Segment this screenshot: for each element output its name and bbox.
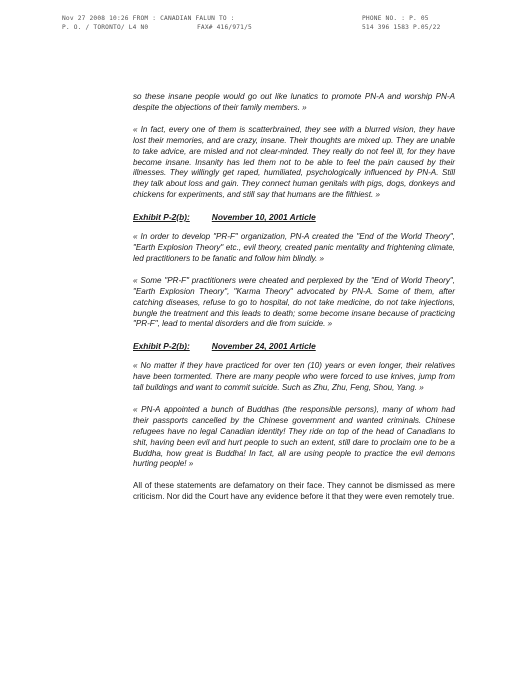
fax-header <box>62 15 482 39</box>
fax-header-line-2-left: P. O. / TORONTO/ L4 N0 <box>62 24 149 31</box>
fax-header-line-1 <box>62 15 429 22</box>
fax-header-line-2 <box>62 24 441 31</box>
quote-paragraph-6: « PN-A appointed a bunch of Buddhas (the responsible persons), many of whom had their passports cancelled by the Chinese government and wanted criminals. Chinese refugees have no legal Canadian identity! They ride on top of the head of Canadians to shit, having been evil and hurt people to such an extent, still dare to proclaim one to be a Buddha, how great is Buddha! In fact, all are using people to practice the evil demons hurting people! » <box>133 404 455 469</box>
exhibit-heading-1 <box>133 212 455 223</box>
closing-paragraph: All of these statements are defamatory on their face. They cannot be dismissed as mere criticism. Nor did the Court have any evidence before it that they were even remotely true. <box>133 481 455 502</box>
fax-header-line-2-mid: FAX# 416/971/5 <box>197 24 252 31</box>
exhibit-heading-1-title: November 10, 2001 Article <box>211 212 316 223</box>
quote-paragraph-5: « No matter if they have practiced for over ten (10) years or even longer, their relatives have been tormented. There are many people who were forced to use knives, jump from tall buildings and want to commit suicide. Such as Zhu, Zhu, Feng, Shou, Yang. » <box>133 361 455 393</box>
exhibit-heading-2-label: Exhibit P-2(b): <box>133 341 190 352</box>
exhibit-heading-2 <box>133 341 455 352</box>
quote-paragraph-2: « In fact, every one of them is scatterbrained, they see with a blurred vision, they have lost their memories, and are crazy, insane. Their thoughts are mixed up. They are unable to take advice, are misled and not clear-minded. They really do not feel ill, for they have become insane. Insanity has led them not to be able to feel the pain caused by their illnesses. They willingly get raped, humiliated, psychologically influenced by PN-A. Still they talk about loss and gain. They connect human genitals with pigs, dogs, donkeys and chickens for experiments, and still say that humans are the filthiest. » <box>133 124 455 200</box>
fax-header-line-2-right: 514 396 1583 P.05/22 <box>362 24 441 31</box>
fax-header-line-1-right: PHONE NO. : P. 05 <box>362 15 429 22</box>
exhibit-heading-2-title: November 24, 2001 Article <box>211 341 316 352</box>
exhibit-heading-1-label: Exhibit P-2(b): <box>133 212 190 223</box>
fax-header-line-1-left: Nov 27 2008 10:26 FROM : CANADIAN FALUN TO : <box>62 15 235 22</box>
quote-paragraph-1: so these insane people would go out like lunatics to promote PN-A and worship PN-A despite the objections of their family members. » <box>133 92 455 112</box>
quote-paragraph-3: « In order to develop "PR-F" organization, PN-A created the "End of the World Theory", "Earth Explosion Theory" etc., evil theory, created panic mentality and frightening climate, led practitioners to be fanatic and follow him blindly. » <box>133 232 455 263</box>
quote-paragraph-4: « Some "PR-F" practitioners were cheated and perplexed by the "End of World Theory", "Earth Explosion Theory", "Karma Theory" advocated by PN-A. Some of them, after catching diseases, refuse to go to hospital, do not take medicine, do not take injections, bungle the treatment and this leads to death; some become insane because of practicing "PR-F", lead to mental disorders and die from suicide. » <box>133 275 455 329</box>
document-body <box>133 92 455 514</box>
